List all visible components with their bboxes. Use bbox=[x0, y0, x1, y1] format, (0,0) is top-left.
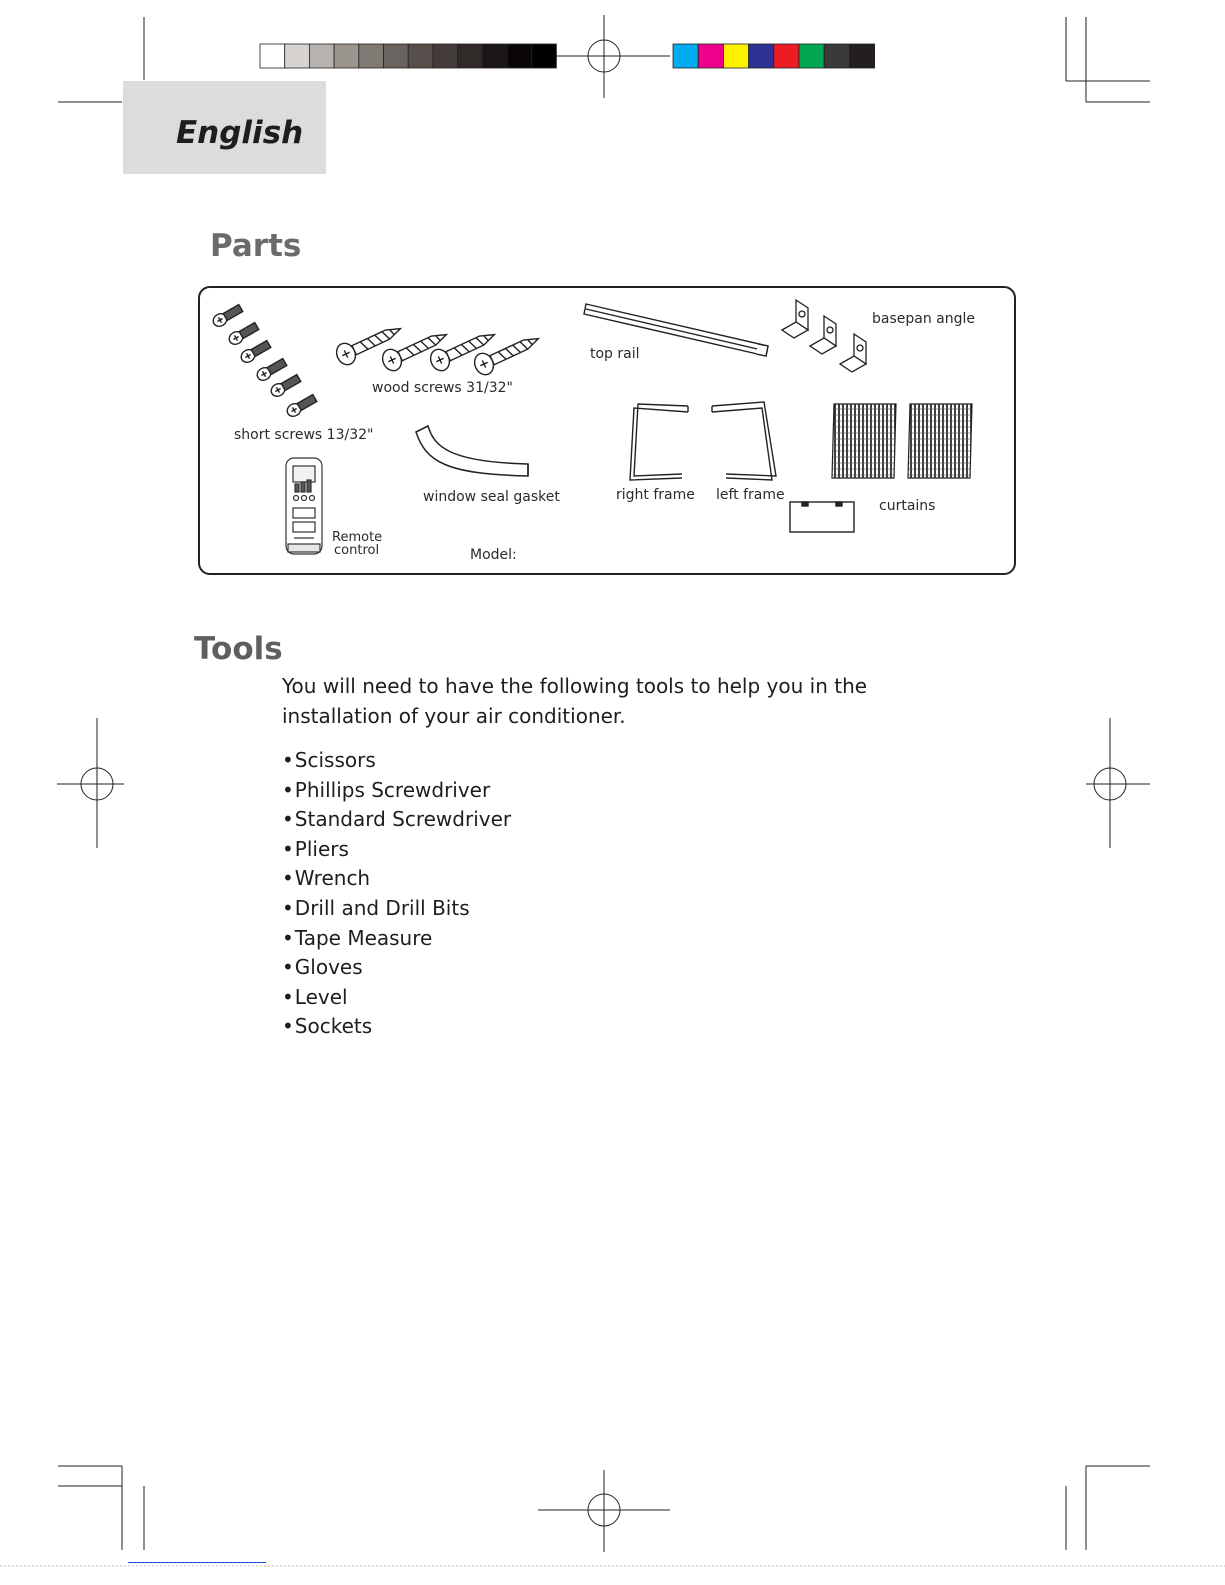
grayscale-swatch bbox=[458, 44, 483, 68]
tool-item: • Drill and Drill Bits bbox=[282, 894, 511, 924]
tools-heading: Tools bbox=[194, 631, 283, 667]
top-rail-label: top rail bbox=[590, 346, 640, 362]
window-seal-gasket-icon bbox=[416, 426, 528, 476]
process-color-swatch bbox=[749, 44, 774, 68]
process-color-swatch bbox=[799, 44, 824, 68]
tool-item: • Level bbox=[282, 983, 511, 1013]
grayscale-swatch bbox=[532, 44, 557, 68]
window-seal-gasket-label: window seal gasket bbox=[423, 489, 560, 505]
process-color-swatch bbox=[698, 44, 723, 68]
wood-screws-icon bbox=[333, 319, 543, 378]
grayscale-color-bar bbox=[260, 44, 556, 68]
left-frame-label: left frame bbox=[716, 487, 785, 503]
grayscale-swatch bbox=[359, 44, 384, 68]
tool-item: • Scissors bbox=[282, 746, 511, 776]
remote-control-label-line1: Remote bbox=[332, 530, 383, 545]
tool-item: • Standard Screwdriver bbox=[282, 805, 511, 835]
language-tab bbox=[123, 81, 326, 174]
left-frame-icon bbox=[712, 402, 776, 480]
curtains-label: curtains bbox=[879, 498, 936, 514]
model-label: Model: bbox=[470, 547, 517, 563]
basepan-angle-icon bbox=[782, 300, 866, 372]
right-frame-label: right frame bbox=[616, 487, 695, 503]
grayscale-swatch bbox=[260, 44, 285, 68]
grayscale-swatch bbox=[309, 44, 334, 68]
tool-item: • Tape Measure bbox=[282, 924, 511, 954]
remote-control-icon bbox=[286, 458, 322, 554]
printer-slug bbox=[0, 1562, 1225, 1585]
tool-item: • Phillips Screwdriver bbox=[282, 776, 511, 806]
process-color-bar bbox=[673, 44, 875, 68]
language-tab-label: English bbox=[176, 115, 304, 151]
process-color-swatch bbox=[824, 44, 849, 68]
curtain-plate-icon bbox=[790, 502, 854, 532]
tools-intro-text: You will need to have the following tools to help you in the installation of your air conditioner. bbox=[282, 674, 868, 728]
parts-heading: Parts bbox=[210, 228, 302, 264]
grayscale-swatch bbox=[482, 44, 507, 68]
grayscale-swatch bbox=[334, 44, 359, 68]
remote-control-label-line2: control bbox=[334, 543, 380, 558]
curtains-icon bbox=[832, 404, 972, 478]
tool-item: • Wrench bbox=[282, 864, 511, 894]
basepan-angle-label: basepan angle bbox=[872, 311, 976, 327]
grayscale-swatch bbox=[507, 44, 532, 68]
grayscale-swatch bbox=[433, 44, 458, 68]
process-color-swatch bbox=[849, 44, 874, 68]
tool-item: • Sockets bbox=[282, 1012, 511, 1042]
right-frame-icon bbox=[630, 404, 688, 480]
short-screws-label: short screws 13/32" bbox=[234, 427, 374, 443]
process-color-swatch bbox=[774, 44, 799, 68]
tool-item: • Gloves bbox=[282, 953, 511, 983]
tool-item: • Pliers bbox=[282, 835, 511, 865]
process-color-swatch bbox=[723, 44, 748, 68]
process-color-swatch bbox=[673, 44, 698, 68]
grayscale-swatch bbox=[285, 44, 310, 68]
tools-list bbox=[282, 746, 511, 1042]
wood-screws-label: wood screws 31/32" bbox=[372, 380, 513, 396]
grayscale-swatch bbox=[384, 44, 409, 68]
grayscale-swatch bbox=[408, 44, 433, 68]
short-screws-icon bbox=[211, 303, 318, 419]
